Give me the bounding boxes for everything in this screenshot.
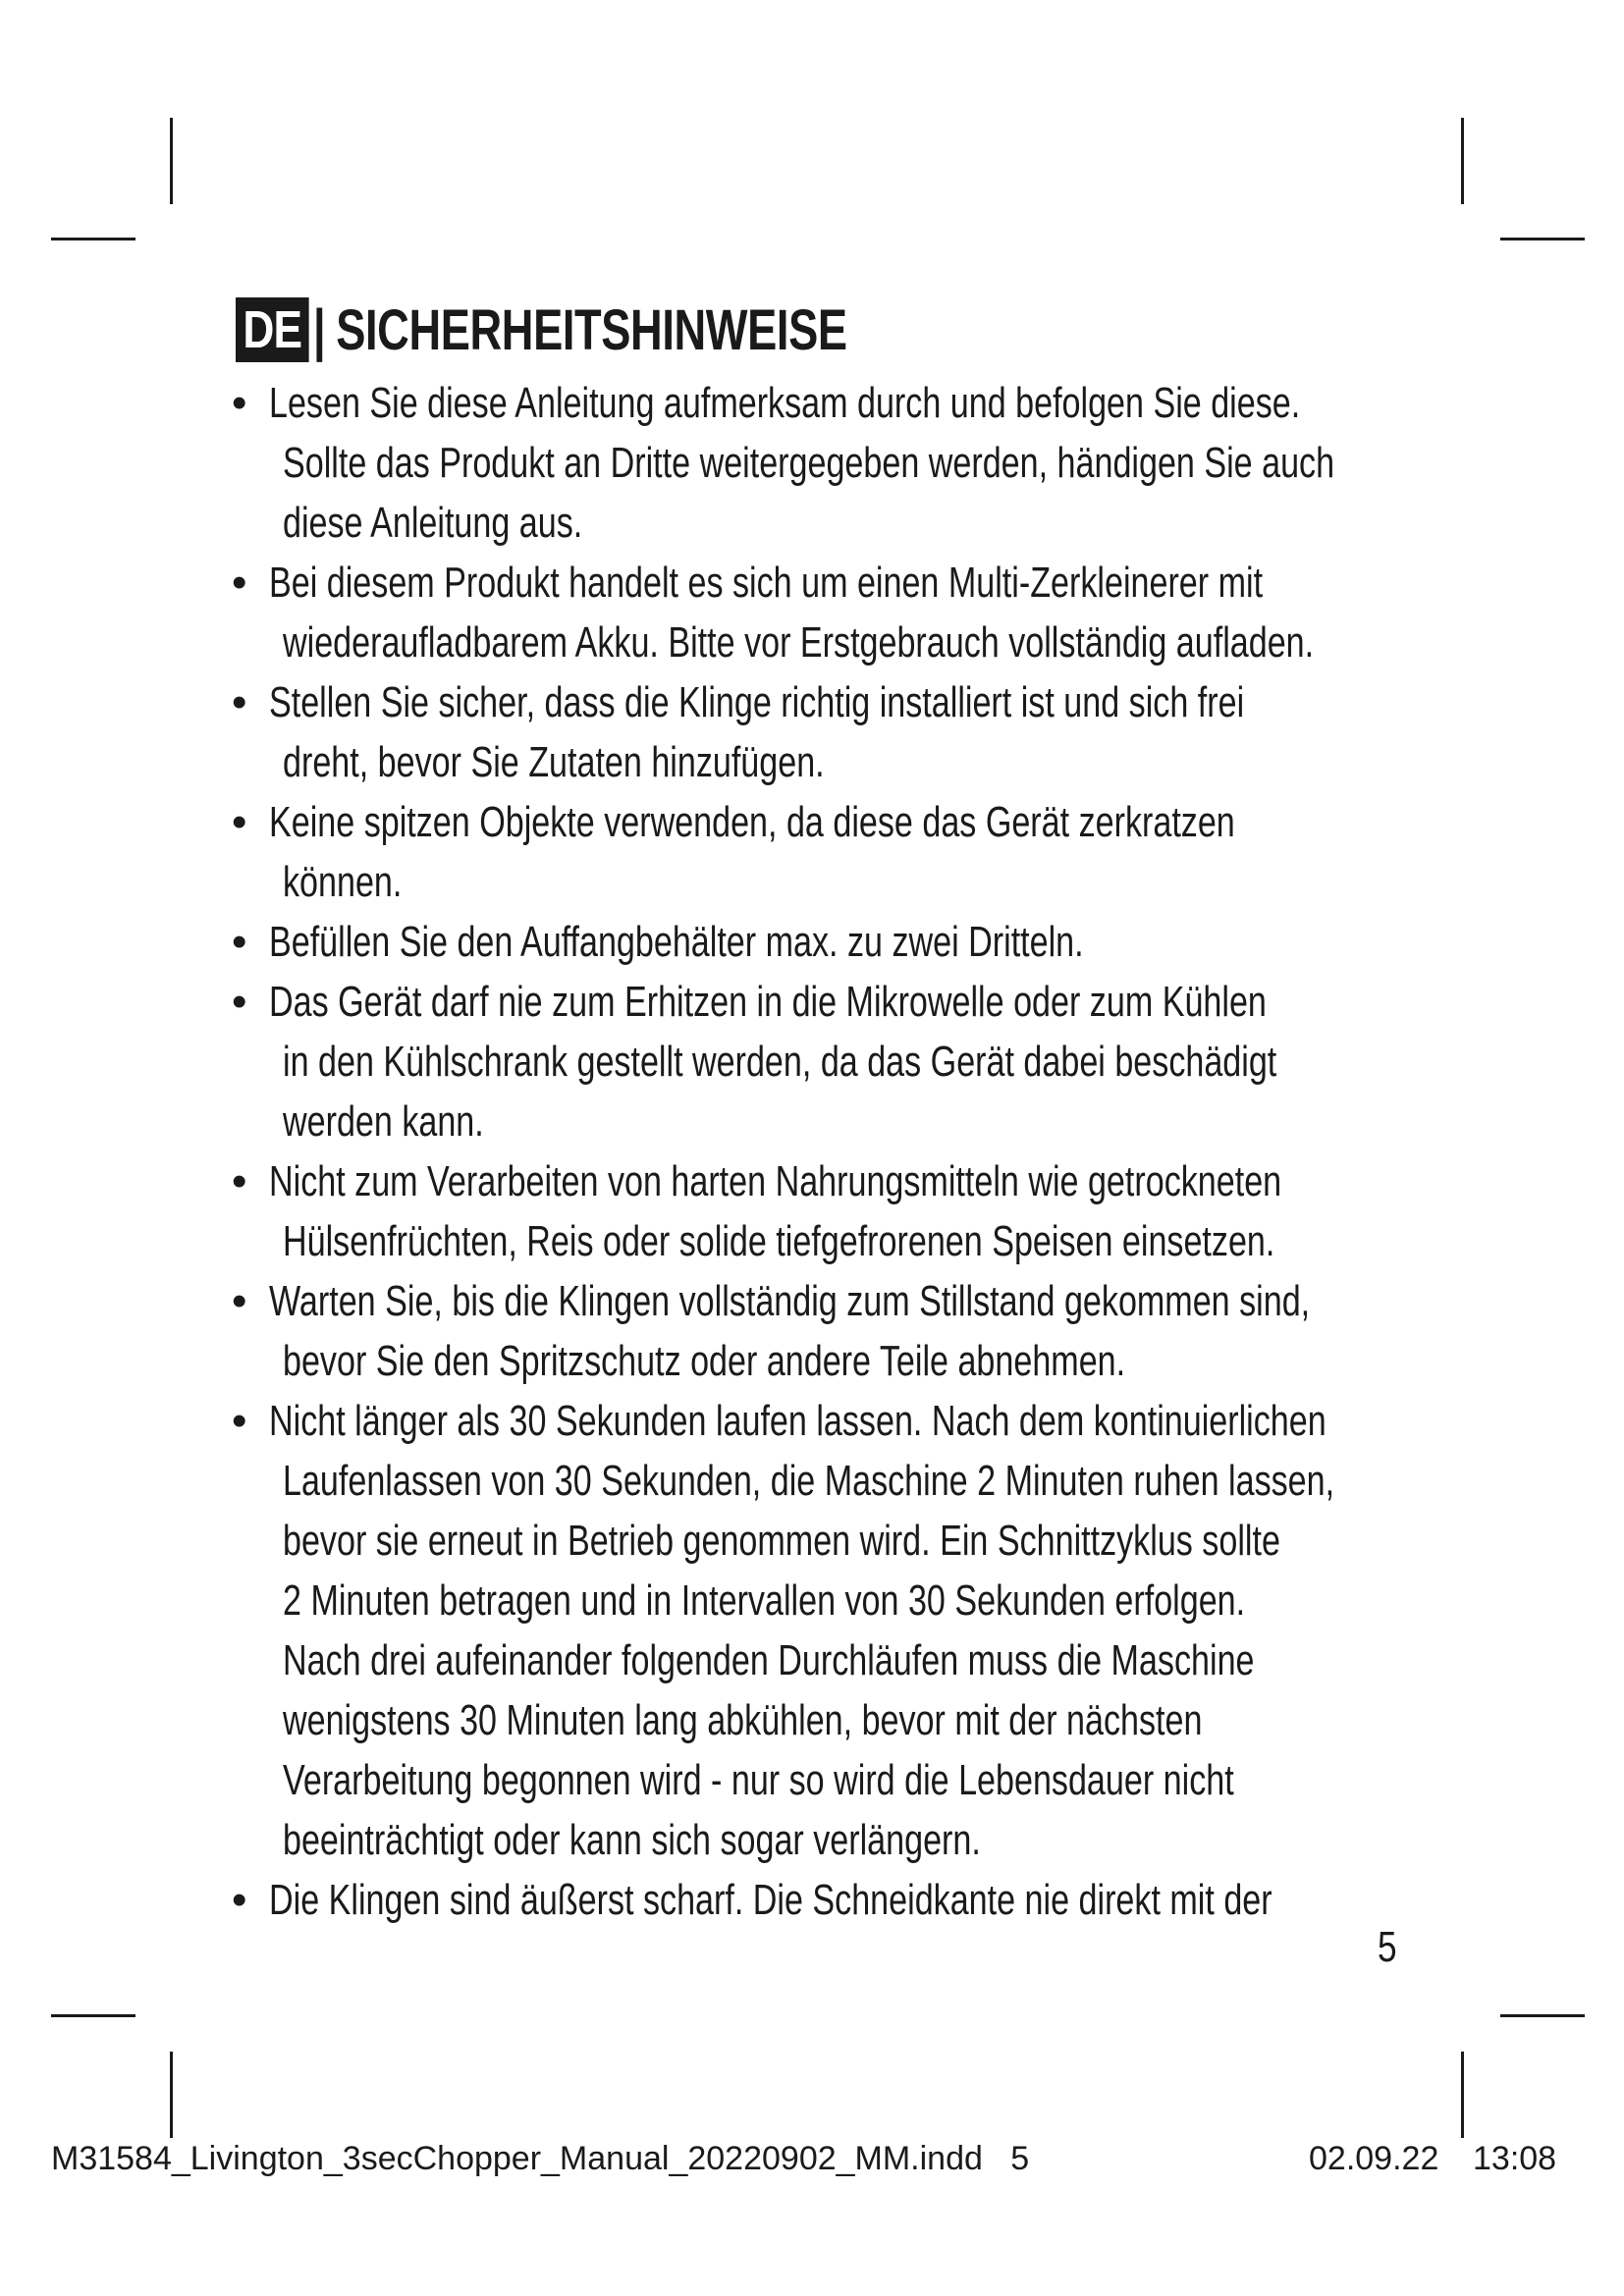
item-line: wiederaufladbarem Akku. Bitte vor Erstgebrauch vollständig aufladen. [283, 618, 1315, 667]
crop-mark-bottom-right-horizontal [1500, 2014, 1585, 2017]
bullet-icon: • [232, 918, 247, 966]
bullet-icon: • [232, 1876, 247, 1924]
list-item [232, 912, 1439, 972]
section-heading [236, 294, 998, 365]
bullet-icon: • [232, 798, 247, 846]
list-item [232, 373, 1439, 553]
slug-date: 02.09.22 [1309, 2140, 1439, 2177]
item-line: Befüllen Sie den Auffangbehälter max. zu zwei Dritteln. [269, 918, 1084, 966]
list-item [232, 972, 1439, 1151]
item-line: Das Gerät darf nie zum Erhitzen in die Mikrowelle oder zum Kühlen [269, 978, 1267, 1026]
heading-text [313, 297, 847, 363]
list-item [232, 553, 1439, 672]
item-line: Laufenlassen von 30 Sekunden, die Maschine 2 Minuten ruhen lassen, [283, 1457, 1335, 1505]
list-item [232, 792, 1439, 912]
item-line: bevor sie erneut in Betrieb genommen wird. Ein Schnittzyklus sollte [283, 1517, 1280, 1565]
bullet-icon: • [232, 1157, 247, 1205]
item-line: Lesen Sie diese Anleitung aufmerksam durch und befolgen Sie diese. [269, 379, 1301, 427]
crop-mark-bottom-left-vertical [170, 2052, 173, 2138]
item-line: Die Klingen sind äußerst scharf. Die Schneidkante nie direkt mit der [269, 1876, 1272, 1924]
item-line: beeinträchtigt oder kann sich sogar verlängern. [283, 1816, 981, 1864]
item-line: Warten Sie, bis die Klingen vollständig zum Stillstand gekommen sind, [269, 1277, 1311, 1325]
crop-mark-bottom-left-horizontal [51, 2014, 135, 2017]
crop-mark-top-left-vertical [170, 118, 173, 204]
item-line: Sollte das Produkt an Dritte weitergegeben werden, händigen Sie auch [283, 439, 1335, 487]
bullet-icon: • [232, 1397, 247, 1445]
bullet-icon: • [232, 678, 247, 726]
safety-instructions-list [232, 373, 1439, 1930]
bullet-icon: • [232, 978, 247, 1026]
list-item [232, 1870, 1439, 1930]
item-line: Hülsenfrüchten, Reis oder solide tiefgefrorenen Speisen einsetzen. [283, 1217, 1275, 1265]
item-line: wenigstens 30 Minuten lang abkühlen, bevor mit der nächsten [283, 1696, 1203, 1744]
item-line: Nach drei aufeinander folgenden Durchläufen muss die Maschine [283, 1636, 1255, 1684]
item-line: Keine spitzen Objekte verwenden, da diese das Gerät zerkratzen [269, 798, 1235, 846]
item-line: in den Kühlschrank gestellt werden, da das Gerät dabei beschädigt [283, 1038, 1277, 1086]
crop-mark-top-right-vertical [1461, 118, 1464, 204]
item-line: Nicht länger als 30 Sekunden laufen lassen. Nach dem kontinuierlichen [269, 1397, 1326, 1445]
page-number: 5 [1378, 1923, 1397, 1971]
bullet-icon: • [232, 379, 247, 427]
slug-file-name: M31584_Livington_3secChopper_Manual_20220902_MM.indd 5 [51, 2140, 1030, 2177]
item-line: Bei diesem Produkt handelt es sich um einen Multi-Zerkleinerer mit [269, 559, 1264, 607]
language-badge: DE [236, 297, 309, 362]
item-line: dreht, bevor Sie Zutaten hinzufügen. [283, 738, 825, 786]
bullet-icon: • [232, 559, 247, 607]
crop-mark-top-left-horizontal [51, 238, 135, 240]
heading-separator: | [313, 297, 326, 362]
item-line: Nicht zum Verarbeiten von harten Nahrungsmitteln wie getrockneten [269, 1157, 1282, 1205]
item-line: können. [283, 858, 403, 906]
list-item [232, 1151, 1439, 1271]
list-item [232, 1271, 1439, 1391]
list-item [232, 1391, 1439, 1870]
item-line: diese Anleitung aus. [283, 499, 583, 547]
item-line: werden kann. [283, 1097, 484, 1146]
list-item [232, 672, 1439, 792]
heading-title: SICHERHEITSHINWEISE [336, 297, 847, 362]
item-line: Stellen Sie sicher, dass die Klinge richtig installiert ist und sich frei [269, 678, 1245, 726]
crop-mark-bottom-right-vertical [1461, 2052, 1464, 2138]
bullet-icon: • [232, 1277, 247, 1325]
item-line: 2 Minuten betragen und in Intervallen von 30 Sekunden erfolgen. [283, 1576, 1246, 1625]
crop-mark-top-right-horizontal [1500, 238, 1585, 240]
slug-time: 13:08 [1473, 2140, 1557, 2177]
item-line: Verarbeitung begonnen wird - nur so wird die Lebensdauer nicht [283, 1756, 1234, 1804]
item-line: bevor Sie den Spritzschutz oder andere Teile abnehmen. [283, 1337, 1126, 1385]
